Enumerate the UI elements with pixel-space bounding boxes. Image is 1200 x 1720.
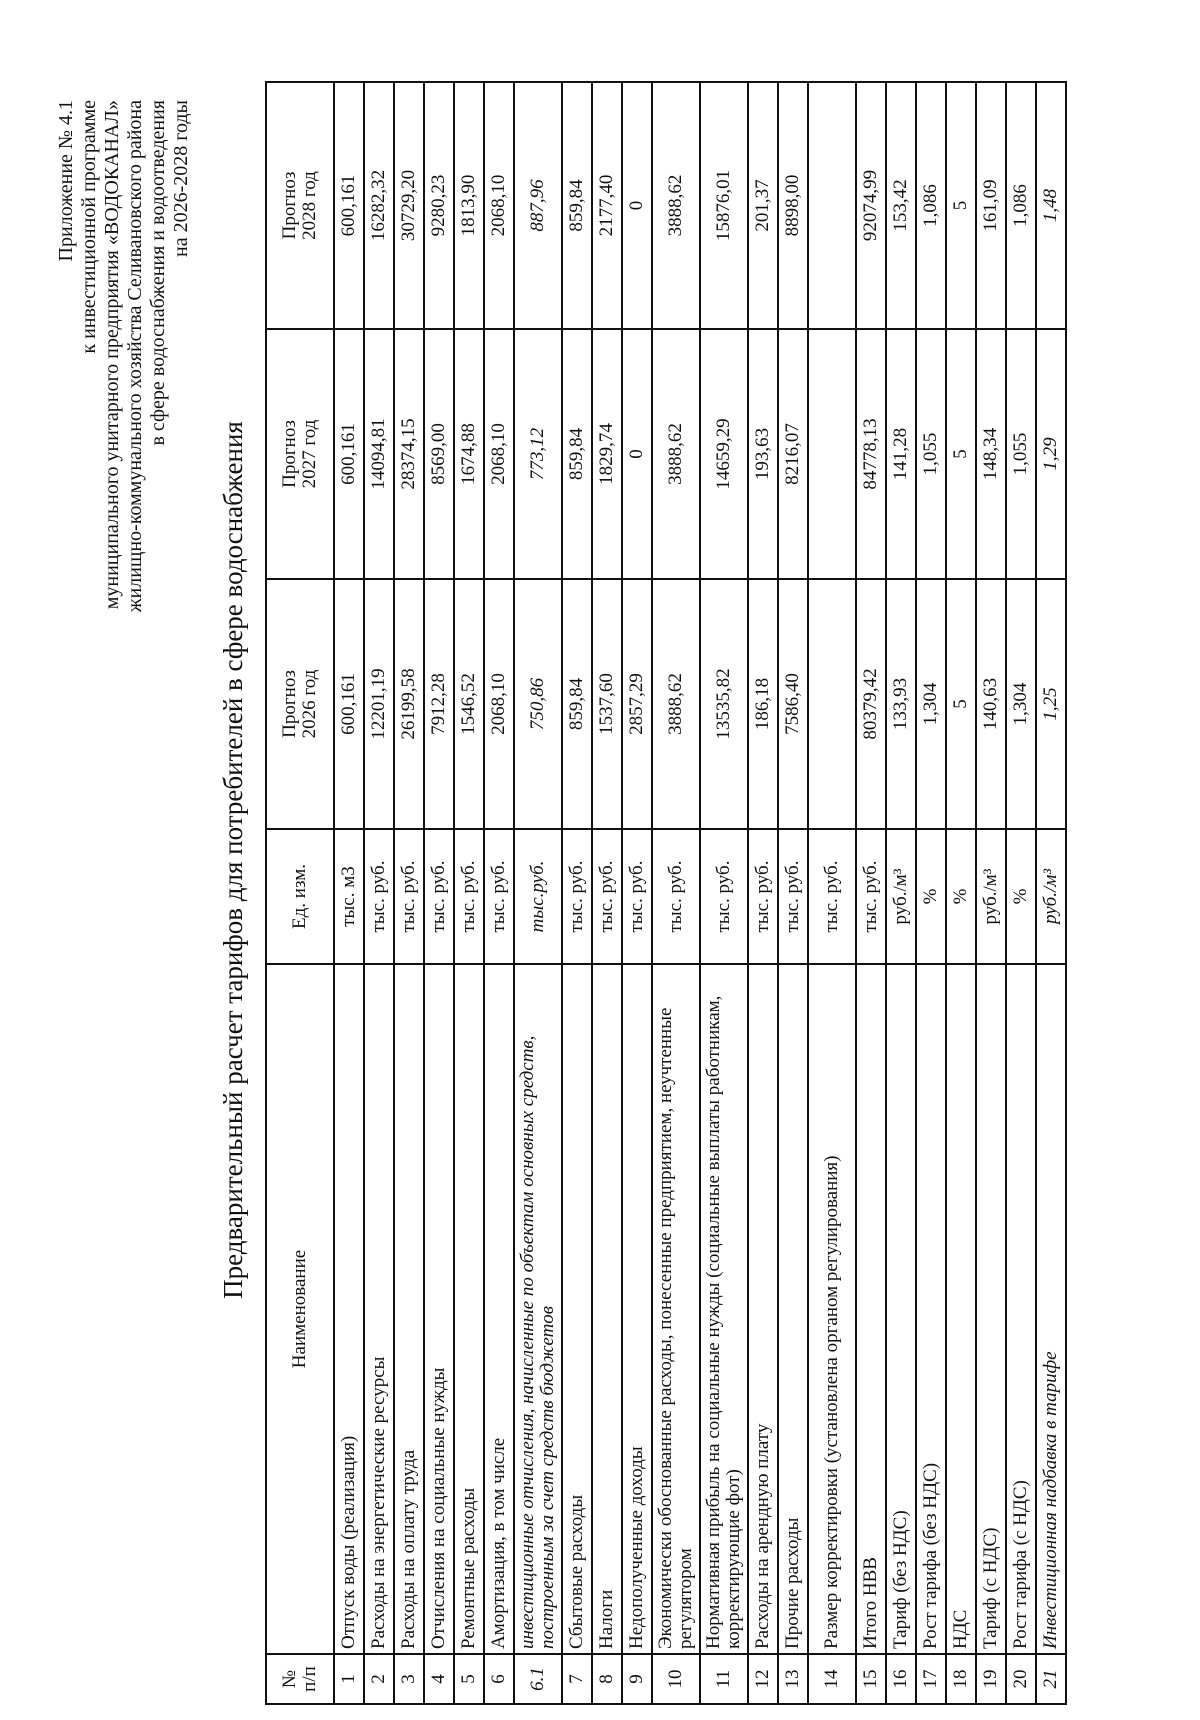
cell-value-2026: 2857,29 [622,579,652,829]
cell-value-2028: 859,84 [562,82,592,329]
cell-value-2027: 8216,07 [778,329,808,579]
table-row [484,82,514,1704]
header-forecast-line: 2026 год [299,669,320,739]
cell-value-2026: 13535,82 [700,579,748,829]
cell-value-2027: 859,84 [562,329,592,579]
table-row [886,82,916,1704]
header-number-line: № [279,1669,300,1689]
cell-unit: тыс. руб. [394,829,424,964]
table-row [976,82,1006,1704]
cell-value-2026: 26199,58 [394,579,424,829]
cell-number: 18 [946,1654,976,1704]
table-row [334,82,364,1704]
cell-number: 11 [700,1654,748,1704]
table-row [514,82,562,1704]
table-row [700,82,748,1704]
cell-unit: тыс. руб. [454,829,484,964]
cell-number: 17 [916,1654,946,1704]
table-row [808,82,856,1704]
table-row [946,82,976,1704]
cell-unit: тыс. руб. [748,829,778,964]
cell-name: НДС [946,964,976,1654]
cell-number: 14 [808,1654,856,1704]
appendix-header [55,100,193,1000]
cell-name: Тариф (без НДС) [886,964,916,1654]
header-name: Наименование [266,964,334,1654]
cell-unit: тыс. руб. [778,829,808,964]
document-title: Предварительный расчет тарифов для потребителей в сфере водоснабжения [218,421,248,1299]
cell-name: Расходы на оплату труда [394,964,424,1654]
cell-name: Налоги [592,964,622,1654]
appendix-line: Приложение № 4.1 [55,100,77,262]
cell-name: Инвестиционная надбавка в тарифе [1036,964,1066,1654]
cell-unit: тыс. руб. [808,829,856,964]
table-row [364,82,394,1704]
cell-name: Расходы на энергетические ресурсы [364,964,394,1654]
header-forecast-line: 2028 год [299,171,320,240]
cell-value-2027: 600,161 [334,329,364,579]
cell-name: Нормативная прибыль на социальные нужды (социальные выплаты работникам, корректирующие фот) [700,964,748,1654]
table-row [1006,82,1036,1704]
cell-value-2026: 859,84 [562,579,592,829]
table-row [454,82,484,1704]
cell-value-2027: 193,63 [748,329,778,579]
table-row [1036,82,1066,1704]
cell-value-2027: 28374,15 [394,329,424,579]
cell-unit: тыс. руб. [562,829,592,964]
cell-value-2028: 0 [622,82,652,329]
appendix-line: к инвестиционной программе [78,100,100,354]
cell-value-2027: 1829,74 [592,329,622,579]
cell-number: 20 [1006,1654,1036,1704]
cell-value-2027: 0 [622,329,652,579]
cell-value-2026: 1,304 [916,579,946,829]
cell-value-2028: 161,09 [976,82,1006,329]
cell-name: Итого НВВ [856,964,886,1654]
cell-number: 19 [976,1654,1006,1704]
cell-name: Прочие расходы [778,964,808,1654]
cell-value-2027: 14659,29 [700,329,748,579]
cell-name: Недополученные доходы [622,964,652,1654]
cell-unit: руб./м³ [976,829,1006,964]
cell-name: Отчисления на социальные нужды [424,964,454,1654]
cell-number: 1 [334,1654,364,1704]
cell-unit: % [946,829,976,964]
appendix-line: жилищно-коммунального хозяйства Селивановского района [124,100,146,613]
header-number-line: п/п [299,1666,320,1692]
cell-number: 13 [778,1654,808,1704]
table-row [856,82,886,1704]
table-row [592,82,622,1704]
cell-name: Ремонтные расходы [454,964,484,1654]
cell-value-2027: 14094,81 [364,329,394,579]
cell-value-2026: 7912,28 [424,579,454,829]
cell-name: Размер корректировки (установлена органом регулирования) [808,964,856,1654]
cell-number: 8 [592,1654,622,1704]
cell-value-2028: 8898,00 [778,82,808,329]
header-number [266,1654,334,1704]
cell-value-2027: 1674,88 [454,329,484,579]
cell-number: 3 [394,1654,424,1704]
cell-value-2026: 600,161 [334,579,364,829]
cell-unit: тыс. руб. [652,829,700,964]
cell-value-2026: 3888,62 [652,579,700,829]
cell-value-2027 [808,329,856,579]
cell-name: Рост тарифа (без НДС) [916,964,946,1654]
cell-value-2028: 9280,23 [424,82,454,329]
table-row [652,82,700,1704]
cell-name: Амортизация, в том числе [484,964,514,1654]
cell-value-2027: 1,29 [1036,329,1066,579]
header-forecast-2027 [266,329,334,579]
cell-unit: тыс. руб. [484,829,514,964]
cell-unit: тыс. руб. [622,829,652,964]
cell-value-2027: 2068,10 [484,329,514,579]
cell-number: 2 [364,1654,394,1704]
cell-value-2028: 2068,10 [484,82,514,329]
cell-value-2028: 887,96 [514,82,562,329]
cell-value-2028: 1,086 [1006,82,1036,329]
table-row [394,82,424,1704]
cell-unit: тыс. руб. [700,829,748,964]
cell-value-2026: 133,93 [886,579,916,829]
cell-value-2028: 16282,32 [364,82,394,329]
cell-value-2027: 148,34 [976,329,1006,579]
cell-value-2028: 1,48 [1036,82,1066,329]
cell-value-2028: 1813,90 [454,82,484,329]
cell-name: Сбытовые расходы [562,964,592,1654]
header-forecast-2028 [266,82,334,329]
cell-value-2027: 5 [946,329,976,579]
cell-value-2028: 3888,62 [652,82,700,329]
cell-value-2028: 5 [946,82,976,329]
cell-number: 15 [856,1654,886,1704]
cell-number: 16 [886,1654,916,1704]
cell-value-2026: 5 [946,579,976,829]
header-forecast-line: Прогноз [279,420,300,488]
cell-number: 10 [652,1654,700,1704]
cell-number: 9 [622,1654,652,1704]
tariff-calculation-table [265,81,1067,1705]
cell-value-2026: 1,304 [1006,579,1036,829]
appendix-line: на 2026-2028 годы [170,100,192,257]
cell-unit: тыс. руб. [364,829,394,964]
cell-value-2028 [808,82,856,329]
table-row [748,82,778,1704]
cell-number: 12 [748,1654,778,1704]
table-row [916,82,946,1704]
cell-name: Отпуск воды (реализация) [334,964,364,1654]
cell-value-2026: 7586,40 [778,579,808,829]
cell-value-2026: 2068,10 [484,579,514,829]
cell-value-2028: 92074,99 [856,82,886,329]
cell-number: 6 [484,1654,514,1704]
cell-value-2028: 600,161 [334,82,364,329]
header-unit: Ед. изм. [266,829,334,964]
cell-unit: руб./м³ [886,829,916,964]
cell-unit: тыс. м3 [334,829,364,964]
cell-unit: % [1006,829,1036,964]
table-row [778,82,808,1704]
cell-number: 7 [562,1654,592,1704]
cell-number: 6.1 [514,1654,562,1704]
table-row [562,82,592,1704]
cell-name: Расходы на арендную плату [748,964,778,1654]
header-forecast-line: Прогноз [279,171,300,240]
cell-value-2026: 750,86 [514,579,562,829]
cell-name: Рост тарифа (с НДС) [1006,964,1036,1654]
cell-value-2027: 8569,00 [424,329,454,579]
header-forecast-line: Прогноз [279,670,300,738]
cell-number: 5 [454,1654,484,1704]
cell-value-2027: 141,28 [886,329,916,579]
cell-number: 4 [424,1654,454,1704]
table-row [424,82,454,1704]
cell-number: 21 [1036,1654,1066,1704]
cell-unit: тыс.руб. [514,829,562,964]
header-forecast-2026 [266,579,334,829]
cell-value-2027: 3888,62 [652,329,700,579]
cell-value-2027: 1,055 [916,329,946,579]
appendix-line: муниципального унитарного предприятия «ВОДОКАНАЛ» [101,100,123,610]
cell-value-2028: 30729,20 [394,82,424,329]
cell-unit: % [916,829,946,964]
cell-value-2026: 80379,42 [856,579,886,829]
cell-value-2028: 15876,01 [700,82,748,329]
table-header-row [266,82,334,1704]
cell-name: Экономически обоснованные расходы, понесенные предприятием, неучтенные регулятором [652,964,700,1654]
cell-value-2026: 1546,52 [454,579,484,829]
cell-value-2027: 1,055 [1006,329,1036,579]
cell-unit: тыс. руб. [424,829,454,964]
cell-unit: руб./м³ [1036,829,1066,964]
cell-value-2026: 1,25 [1036,579,1066,829]
table-row [622,82,652,1704]
cell-value-2027: 773,12 [514,329,562,579]
cell-value-2026 [808,579,856,829]
cell-value-2028: 2177,40 [592,82,622,329]
cell-unit: тыс. руб. [592,829,622,964]
cell-value-2028: 201,37 [748,82,778,329]
cell-name: Тариф (с НДС) [976,964,1006,1654]
cell-value-2026: 1537,60 [592,579,622,829]
cell-name: инвестиционные отчисления, начисленные по объектам основных средств, построенным за счет средств бюджетов [514,964,562,1654]
cell-value-2026: 140,63 [976,579,1006,829]
cell-value-2028: 1,086 [916,82,946,329]
header-forecast-line: 2027 год [299,419,320,489]
cell-value-2026: 12201,19 [364,579,394,829]
cell-value-2026: 186,18 [748,579,778,829]
appendix-line: в сфере водоснабжения и водоотведения [147,100,169,446]
cell-unit: тыс. руб. [856,829,886,964]
cell-value-2027: 84778,13 [856,329,886,579]
cell-value-2028: 153,42 [886,82,916,329]
